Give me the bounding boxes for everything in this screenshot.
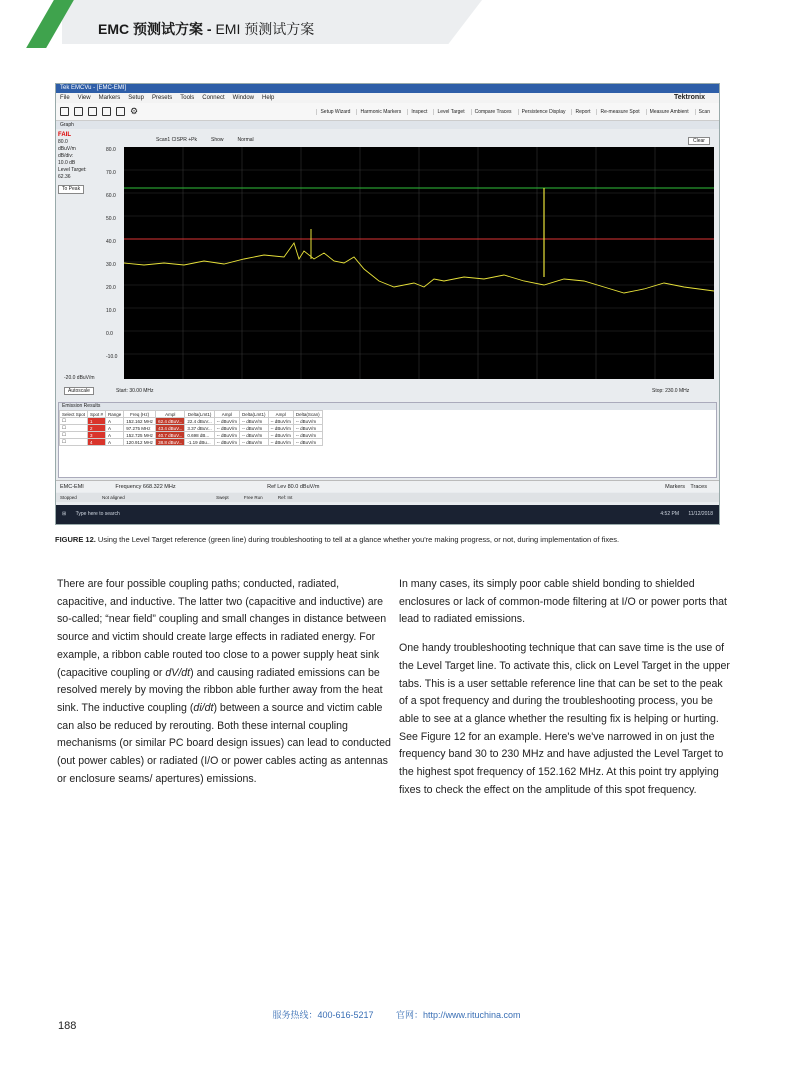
select-checkbox[interactable]: ☐	[60, 432, 88, 439]
traces-button[interactable]: Traces	[690, 484, 707, 490]
emission-results	[58, 402, 717, 478]
spot-delta-cell: -- dBuV/m	[240, 432, 269, 439]
col-header: Ampl	[214, 411, 239, 418]
taskbar-date: 11/12/2018	[688, 511, 713, 517]
delta-cell: -1.19 dBu...	[185, 439, 214, 446]
menu-window[interactable]: Window	[232, 95, 254, 101]
ambient-delta-cell: -- dBuV/m	[293, 418, 322, 425]
toolbar	[56, 103, 719, 121]
sweep-state: Swept	[216, 495, 229, 500]
spot-delta-cell: -- dBuV/m	[240, 439, 269, 446]
level-target-button[interactable]: Level Target	[433, 109, 467, 115]
ambient-ampl-cell: -- dBuV/m	[268, 432, 293, 439]
toolbar-buttons	[316, 109, 713, 115]
page-number: 188	[58, 1020, 77, 1032]
y-tick: -10.0	[106, 354, 118, 360]
y-tick: 30.0	[106, 262, 116, 268]
status-bar	[56, 480, 719, 492]
menu-markers[interactable]: Markers	[98, 95, 121, 101]
print-icon[interactable]	[116, 107, 125, 116]
header-title-rest: EMI 预测试方案	[215, 21, 315, 37]
spectrum-plot	[124, 147, 714, 379]
results-title: Emission Results	[59, 403, 716, 410]
right-paragraph: One handy troubleshooting technique that can save time is the use of the Level Target line. To activate this, click on Level Target in the upper tabs. This is a user settable reference line that can be set to the peak of a spot frequency and during the troubleshooting process, you be able to see at a glance whether the resulting fix is helping or hurting. See Figure 12 for an example. Here's we've narrowed in on just the frequency band 30 to 230 MHz and have adjusted the Level Target to the highest spot frequency of 152.162 MHz. At this point try applying fixes to check the effect on the amplitude of this spot frequency.	[399, 642, 730, 796]
save-icon[interactable]	[74, 107, 83, 116]
right-paragraph: In many cases, its simply poor cable shield bonding to shielded enclosures or lack of common-mode filtering at I/O or power ports that lead to radiated emissions.	[399, 578, 727, 626]
table-row[interactable]	[60, 432, 323, 439]
display-mode[interactable]: Normal	[237, 137, 254, 143]
measure-ambient-button[interactable]: Measure Ambient	[646, 109, 692, 115]
emcvu-screenshot	[55, 83, 720, 525]
col-header: Ampl	[268, 411, 293, 418]
persistence-display-button[interactable]: Persistence Display	[518, 109, 569, 115]
scan-button[interactable]: Scan	[695, 109, 713, 115]
status-frequency: Frequency 668.322 MHz	[115, 484, 176, 490]
col-header: Spot #	[88, 411, 106, 418]
taskbar-time: 4:52 PM	[660, 511, 679, 517]
ampl-cell: 40.7 dBuV...	[156, 432, 185, 439]
right-column	[399, 576, 734, 810]
y-tick: 0.0	[106, 331, 113, 337]
col-header: Delta(Lmt1)	[240, 411, 269, 418]
freq-cell: 152.725 MHz	[124, 432, 156, 439]
ambient-ampl-cell: -- dBuV/m	[268, 425, 293, 432]
menu-file[interactable]: File	[60, 95, 70, 101]
y-tick: 80.0	[106, 147, 116, 153]
col-header: Select Spot	[60, 411, 88, 418]
delta-cell: 3.37 dBuV...	[185, 425, 214, 432]
y-bottom-unit: -20.0 dBuV/m	[64, 375, 95, 381]
menu-connect[interactable]: Connect	[202, 95, 225, 101]
range-cell: A	[106, 425, 124, 432]
ambient-delta-cell: -- dBuV/m	[293, 439, 322, 446]
harmonic-markers-button[interactable]: Harmonic Markers	[356, 109, 404, 115]
ampl-cell: 43.4 dBuV...	[156, 425, 185, 432]
table-row[interactable]	[60, 418, 323, 425]
report-button[interactable]: Report	[571, 109, 593, 115]
status-ref-level: Ref Lev 80.0 dBuV/m	[267, 484, 320, 490]
results-header-row	[60, 411, 323, 418]
spot-number: 2	[88, 425, 106, 432]
setup-wizard-button[interactable]: Setup Wizard	[316, 109, 353, 115]
markers-button[interactable]: Markers	[665, 484, 685, 490]
align-state: Not aligned	[102, 495, 125, 500]
table-row[interactable]	[60, 425, 323, 432]
footer-website[interactable]: 官网：http://www.rituchina.com	[396, 1010, 521, 1020]
autoscale-button[interactable]: Autoscale	[64, 387, 94, 395]
caption-text: Using the Level Target reference (green line) during troubleshooting to tell at a glance whether you're making progress, or not, during implementation of fixes.	[95, 535, 620, 544]
ambient-ampl-cell: -- dBuV/m	[268, 439, 293, 446]
select-checkbox[interactable]: ☐	[60, 439, 88, 446]
start-frequency: Start: 30.00 MHz	[116, 388, 154, 394]
figure-caption	[55, 535, 619, 544]
spot-ampl-cell: -- dBuV/m	[214, 425, 239, 432]
y-tick: 40.0	[106, 239, 116, 245]
spot-ampl-cell: -- dBuV/m	[214, 439, 239, 446]
range-cell: A	[106, 418, 124, 425]
stop-frequency: Stop: 230.0 MHz	[652, 388, 690, 394]
text-run: ) and causing radiated emissions can be resolved merely by moving the ribbon able further away from the heat sink. The inductive coupling (	[57, 666, 383, 714]
menu-help[interactable]: Help	[262, 95, 275, 101]
level-target-value[interactable]: 62.36	[58, 174, 71, 180]
left-paragraph	[57, 576, 392, 788]
range-cell: A	[106, 439, 124, 446]
table-row[interactable]	[60, 439, 323, 446]
re-measure-spot-button[interactable]: Re-measure Spot	[596, 109, 642, 115]
ambient-delta-cell: -- dBuV/m	[293, 432, 322, 439]
menu-bar	[56, 93, 719, 103]
results-table	[59, 410, 323, 446]
trace-controls	[156, 137, 254, 143]
trace-select[interactable]: Scan1 CISPR +Pk	[156, 137, 197, 143]
freq-cell: 120.912 MHz	[124, 439, 156, 446]
col-header: Ampl	[156, 411, 185, 418]
windows-start-icon[interactable]: ⊞	[62, 511, 67, 517]
show-checkbox[interactable]: Show	[211, 137, 224, 143]
undo-icon[interactable]	[88, 107, 97, 116]
spot-number: 4	[88, 439, 106, 446]
left-column	[57, 576, 392, 799]
ampl-cell: 38.8 dBuV...	[156, 439, 185, 446]
ambient-ampl-cell: -- dBuV/m	[268, 418, 293, 425]
ampl-cell: 62.4 dBuV...	[156, 418, 185, 425]
spot-ampl-cell: -- dBuV/m	[214, 432, 239, 439]
text-italic: di/dt	[193, 701, 214, 714]
spot-delta-cell: -- dBuV/m	[240, 425, 269, 432]
status-mode: EMC-EMI	[60, 484, 84, 490]
tektronix-logo: Tektronix	[674, 94, 705, 101]
col-header: Range	[106, 411, 124, 418]
select-checkbox[interactable]: ☐	[60, 418, 88, 425]
spot-ampl-cell: -- dBuV/m	[214, 418, 239, 425]
inspect-button[interactable]: Inspect	[407, 109, 430, 115]
open-icon[interactable]	[60, 107, 69, 116]
text-run: There are four possible coupling paths; conducted, radiated, capacitive, and inductive. The latter two (capacitive and inductive) are so-called; “near field” coupling and small changes in distance between source and victim should create large effects in radiated energy. For example, a ribbon cable routed too close to a power supply heat sink (capacitive coupling or	[57, 578, 387, 679]
compare-traces-button[interactable]: Compare Traces	[471, 109, 515, 115]
instrument-status	[56, 493, 719, 502]
delta-cell: 22.4 dBuV...	[185, 418, 214, 425]
page-footer	[0, 1008, 793, 1021]
y-tick: 10.0	[106, 308, 116, 314]
caption-label: FIGURE 12.	[55, 535, 96, 544]
footer-hotline: 服务热线：400-616-5217	[272, 1010, 374, 1020]
scale-label: dB/div:	[58, 153, 74, 159]
clear-button[interactable]: Clear	[688, 137, 710, 145]
freq-cell: 152.162 MHz	[124, 418, 156, 425]
fail-indicator: FAIL	[58, 132, 71, 138]
select-checkbox[interactable]: ☐	[60, 425, 88, 432]
y-tick: 50.0	[106, 216, 116, 222]
spot-delta-cell: -- dBuV/m	[240, 418, 269, 425]
text-run: ) between a source and victim cable can also be reduced by rerouting. Both these internal coupling mechanisms (or similar PC board design issues) can lead to conducted (out power cables) or radiated (I/O or power cables acting as antennas or enclosure seams/ apertures) emissions.	[57, 701, 391, 785]
page-header	[0, 0, 793, 60]
spot-number: 1	[88, 418, 106, 425]
col-header: Delta(Scan)	[293, 411, 322, 418]
menu-view[interactable]: View	[77, 95, 91, 101]
redo-icon[interactable]	[102, 107, 111, 116]
text-italic: dV/dt	[165, 666, 191, 679]
menu-tools[interactable]: Tools	[180, 95, 195, 101]
scale-value[interactable]: 10.0 dB	[58, 160, 76, 166]
run-state: Stopped	[60, 495, 77, 500]
col-header: Delta(Lmt1)	[185, 411, 214, 418]
graph-label: Graph	[56, 121, 719, 129]
col-header: Freq (Hz)	[124, 411, 156, 418]
spot-number: 3	[88, 432, 106, 439]
freq-cell: 97.275 MHz	[124, 425, 156, 432]
menu-setup[interactable]: Setup	[128, 95, 144, 101]
window-title: Tek EMCVu - [EMC-EMI]	[56, 84, 719, 93]
unit-select[interactable]: dBuV/m	[58, 146, 76, 152]
taskbar-search[interactable]: Type here to search	[75, 511, 120, 517]
range-cell: A	[106, 432, 124, 439]
ref-state: Ref: Int	[277, 495, 293, 500]
trigger-state: Free Run	[243, 495, 263, 500]
gear-icon[interactable]: ⚙	[130, 106, 139, 116]
y-tick: 70.0	[106, 170, 116, 176]
header-title-bold: EMC 预测试方案 -	[98, 21, 216, 37]
y-tick: 60.0	[106, 193, 116, 199]
ambient-delta-cell: -- dBuV/m	[293, 425, 322, 432]
header-title	[98, 19, 314, 39]
y-tick: 20.0	[106, 285, 116, 291]
to-peak-button[interactable]: To Peak	[58, 185, 84, 194]
menu-presets[interactable]: Presets	[151, 95, 173, 101]
delta-cell: 0.698 dB...	[185, 432, 214, 439]
ref-level-value[interactable]: 80.0	[58, 139, 68, 145]
windows-taskbar	[56, 505, 719, 524]
level-target-label: Level Target:	[58, 167, 87, 173]
